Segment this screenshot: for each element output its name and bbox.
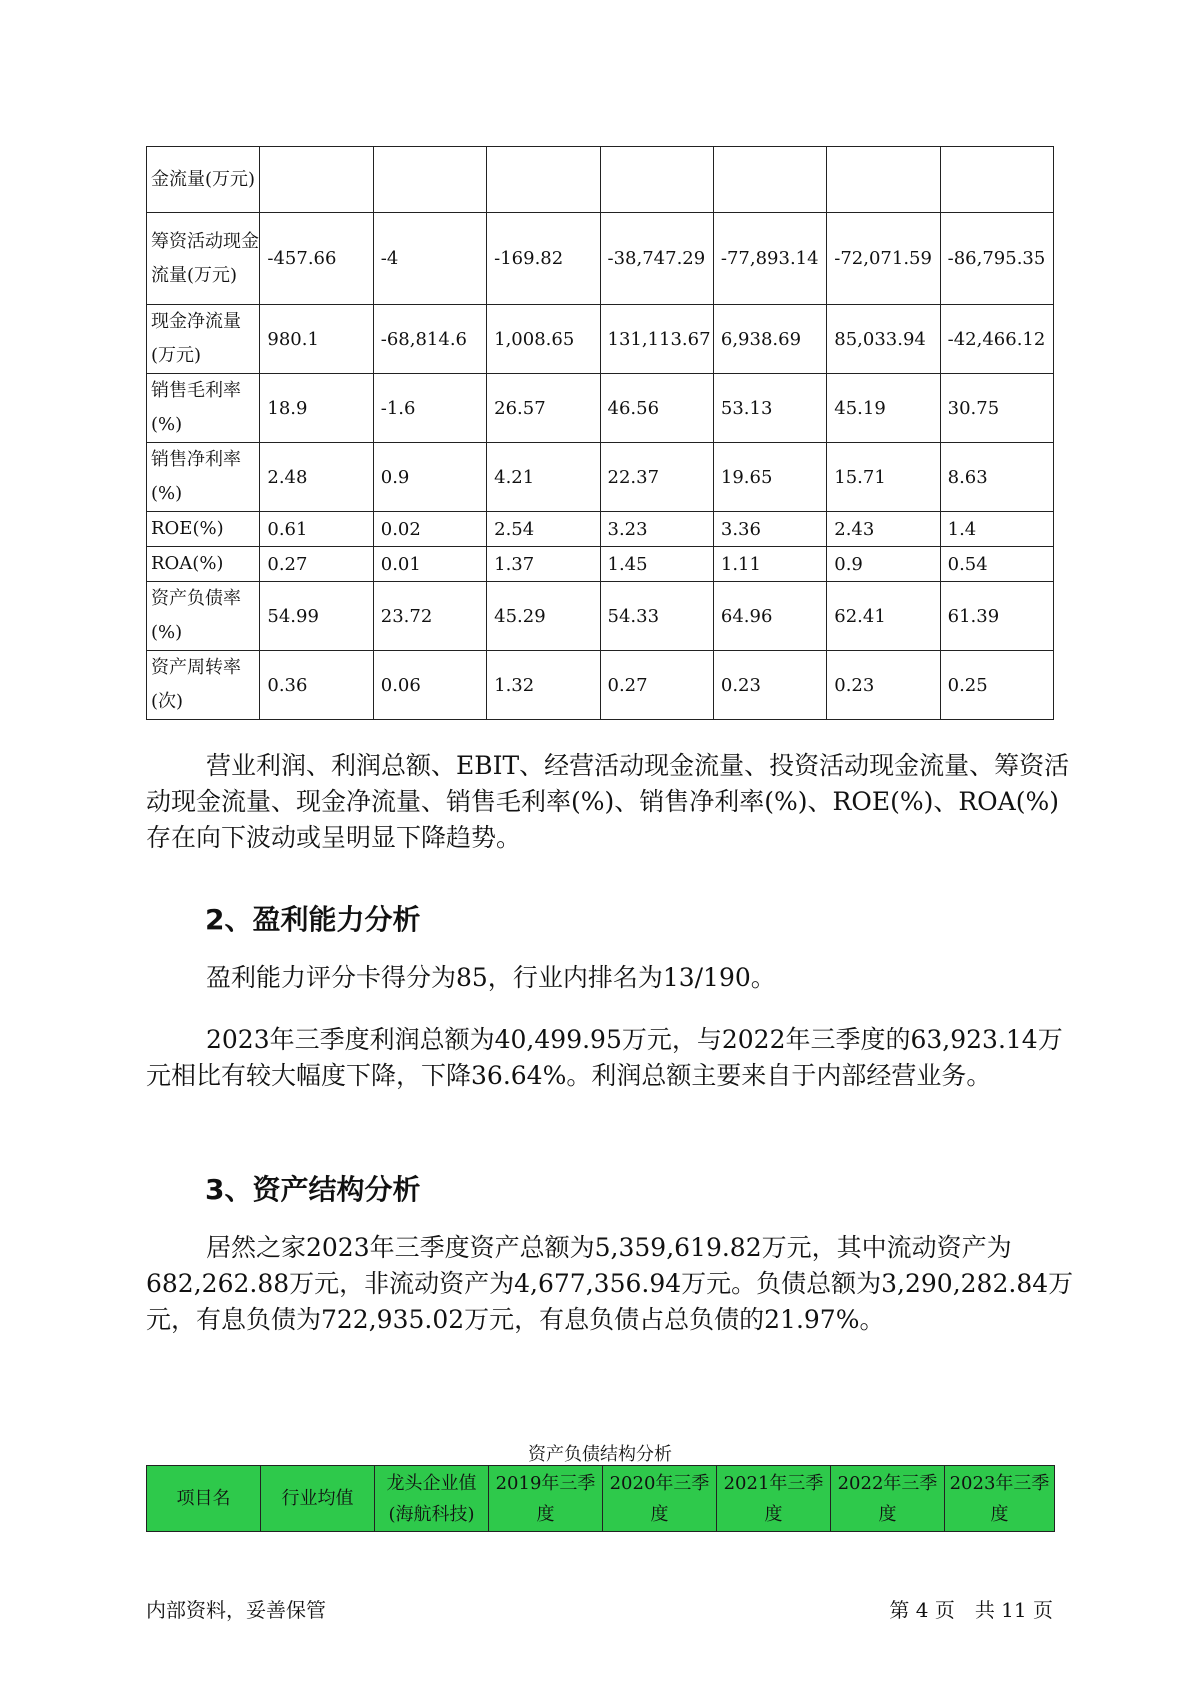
metrics-table-row (147, 147, 1054, 213)
metric-value-cell: -457.66 (260, 213, 373, 305)
metric-value-cell: 131,113.67 (600, 305, 713, 374)
balance-table-header-cell: 2021年三季度 (717, 1466, 831, 1532)
asset-structure-paragraph: 居然之家2023年三季度资产总额为5,359,619.82万元，其中流动资产为682,262.88万元，非流动资产为4,677,356.94万元。负债总额为3,290,282.84万元，有息负债为722,935.02万元，有息负债占总负债的21.97%。 (146, 1233, 1074, 1334)
metric-value-cell: -68,814.6 (373, 305, 486, 374)
metric-value-cell: 46.56 (600, 374, 713, 443)
balance-table-header-cell: 2020年三季度 (603, 1466, 717, 1532)
metric-label-cell: 筹资活动现金流量(万元) (147, 213, 260, 305)
metric-label-cell: 销售净利率(%) (147, 443, 260, 512)
financial-metrics-table (146, 146, 1054, 720)
metric-value-cell: 3.36 (713, 512, 826, 547)
metric-label-cell: 资产负债率(%) (147, 582, 260, 651)
metric-value-cell: 0.9 (373, 443, 486, 512)
balance-structure-table (146, 1465, 1055, 1532)
profitability-score-text: 盈利能力评分卡得分为85，行业内排名为13/190。 (206, 963, 776, 992)
balance-table-header-cell: 2023年三季度 (945, 1466, 1055, 1532)
metric-value-cell: 64.96 (713, 582, 826, 651)
metric-value-cell: 0.61 (260, 512, 373, 547)
section-heading-profitability: 2、盈利能力分析 (205, 903, 421, 936)
metric-value-cell: 30.75 (940, 374, 1053, 443)
metric-value-cell: -1.6 (373, 374, 486, 443)
metric-value-cell: 0.02 (373, 512, 486, 547)
metric-value-cell: 1,008.65 (487, 305, 600, 374)
metric-value-cell: 4.21 (487, 443, 600, 512)
metrics-table-row (147, 213, 1054, 305)
balance-table-header-cell: 项目名 (147, 1466, 261, 1532)
metric-value-cell: 1.4 (940, 512, 1053, 547)
metrics-table-row (147, 305, 1054, 374)
balance-table-header-cell: 2022年三季度 (831, 1466, 945, 1532)
metric-value-cell: 0.27 (260, 547, 373, 582)
metric-value-cell: 2.54 (487, 512, 600, 547)
metric-value-cell (487, 147, 600, 213)
metric-value-cell: 53.13 (713, 374, 826, 443)
metric-value-cell: 45.29 (487, 582, 600, 651)
metric-value-cell: 18.9 (260, 374, 373, 443)
metric-value-cell: -72,071.59 (827, 213, 940, 305)
metric-value-cell: 1.11 (713, 547, 826, 582)
profit-total-paragraph: 2023年三季度利润总额为40,499.95万元，与2022年三季度的63,923.14万元相比有较大幅度下降，下降36.64%。利润总额主要来自于内部经营业务。 (146, 1025, 1063, 1090)
metric-value-cell: 15.71 (827, 443, 940, 512)
balance-table-header-cell: 行业均值 (261, 1466, 375, 1532)
metric-value-cell: 0.01 (373, 547, 486, 582)
metric-label-cell: 销售毛利率(%) (147, 374, 260, 443)
metric-value-cell: 0.9 (827, 547, 940, 582)
metric-value-cell: 45.19 (827, 374, 940, 443)
metric-value-cell: 1.37 (487, 547, 600, 582)
metric-value-cell (827, 147, 940, 213)
metric-value-cell: -4 (373, 213, 486, 305)
metric-value-cell (940, 147, 1053, 213)
metrics-table-row (147, 512, 1054, 547)
metric-value-cell: 54.99 (260, 582, 373, 651)
metrics-table-row (147, 582, 1054, 651)
metric-value-cell: 0.36 (260, 651, 373, 720)
metric-value-cell: 0.25 (940, 651, 1053, 720)
metric-label-cell: 金流量(万元) (147, 147, 260, 213)
metric-value-cell (260, 147, 373, 213)
balance-table-header-cell: 龙头企业值(海航科技) (375, 1466, 489, 1532)
metric-value-cell: 6,938.69 (713, 305, 826, 374)
metric-value-cell: 23.72 (373, 582, 486, 651)
balance-table-caption: 资产负债结构分析 (528, 1444, 672, 1465)
metric-value-cell: 26.57 (487, 374, 600, 443)
summary-paragraph: 营业利润、利润总额、EBIT、经营活动现金流量、投资活动现金流量、筹资活动现金流量、现金净流量、销售毛利率(%)、销售净利率(%)、ROE(%)、ROA(%)存在向下波动或呈明显下降趋势。 (146, 751, 1070, 852)
metrics-table-row (147, 374, 1054, 443)
metric-value-cell: 1.45 (600, 547, 713, 582)
metric-value-cell: 19.65 (713, 443, 826, 512)
metric-value-cell (373, 147, 486, 213)
metric-value-cell: -77,893.14 (713, 213, 826, 305)
metric-value-cell: 0.23 (827, 651, 940, 720)
metric-value-cell: 2.43 (827, 512, 940, 547)
metric-value-cell: 0.54 (940, 547, 1053, 582)
metrics-table-row (147, 443, 1054, 512)
metric-label-cell: 现金净流量(万元) (147, 305, 260, 374)
metric-label-cell: ROE(%) (147, 512, 260, 547)
metric-label-cell: 资产周转率(次) (147, 651, 260, 720)
section-heading-asset-structure: 3、资产结构分析 (205, 1173, 421, 1206)
balance-table-header-cell: 2019年三季度 (489, 1466, 603, 1532)
metric-value-cell: -86,795.35 (940, 213, 1053, 305)
metric-value-cell: 22.37 (600, 443, 713, 512)
metric-value-cell: -169.82 (487, 213, 600, 305)
metric-value-cell: 8.63 (940, 443, 1053, 512)
metric-value-cell: 3.23 (600, 512, 713, 547)
metric-value-cell: 2.48 (260, 443, 373, 512)
metric-value-cell: -38,747.29 (600, 213, 713, 305)
balance-table-header-row (147, 1466, 1055, 1532)
metric-value-cell: -42,466.12 (940, 305, 1053, 374)
metric-value-cell (600, 147, 713, 213)
metrics-table-row (147, 547, 1054, 582)
footer-page-number: 第 4 页 共 11 页 (889, 1598, 1053, 1622)
footer-confidential-note: 内部资料，妥善保管 (146, 1598, 326, 1622)
metric-value-cell: 61.39 (940, 582, 1053, 651)
metric-value-cell: 85,033.94 (827, 305, 940, 374)
metric-value-cell: 980.1 (260, 305, 373, 374)
metric-value-cell: 54.33 (600, 582, 713, 651)
metric-value-cell (713, 147, 826, 213)
metric-label-cell: ROA(%) (147, 547, 260, 582)
metric-value-cell: 0.06 (373, 651, 486, 720)
metric-value-cell: 62.41 (827, 582, 940, 651)
metric-value-cell: 1.32 (487, 651, 600, 720)
metrics-table-body (147, 147, 1054, 720)
metric-value-cell: 0.23 (713, 651, 826, 720)
metrics-table-row (147, 651, 1054, 720)
metric-value-cell: 0.27 (600, 651, 713, 720)
